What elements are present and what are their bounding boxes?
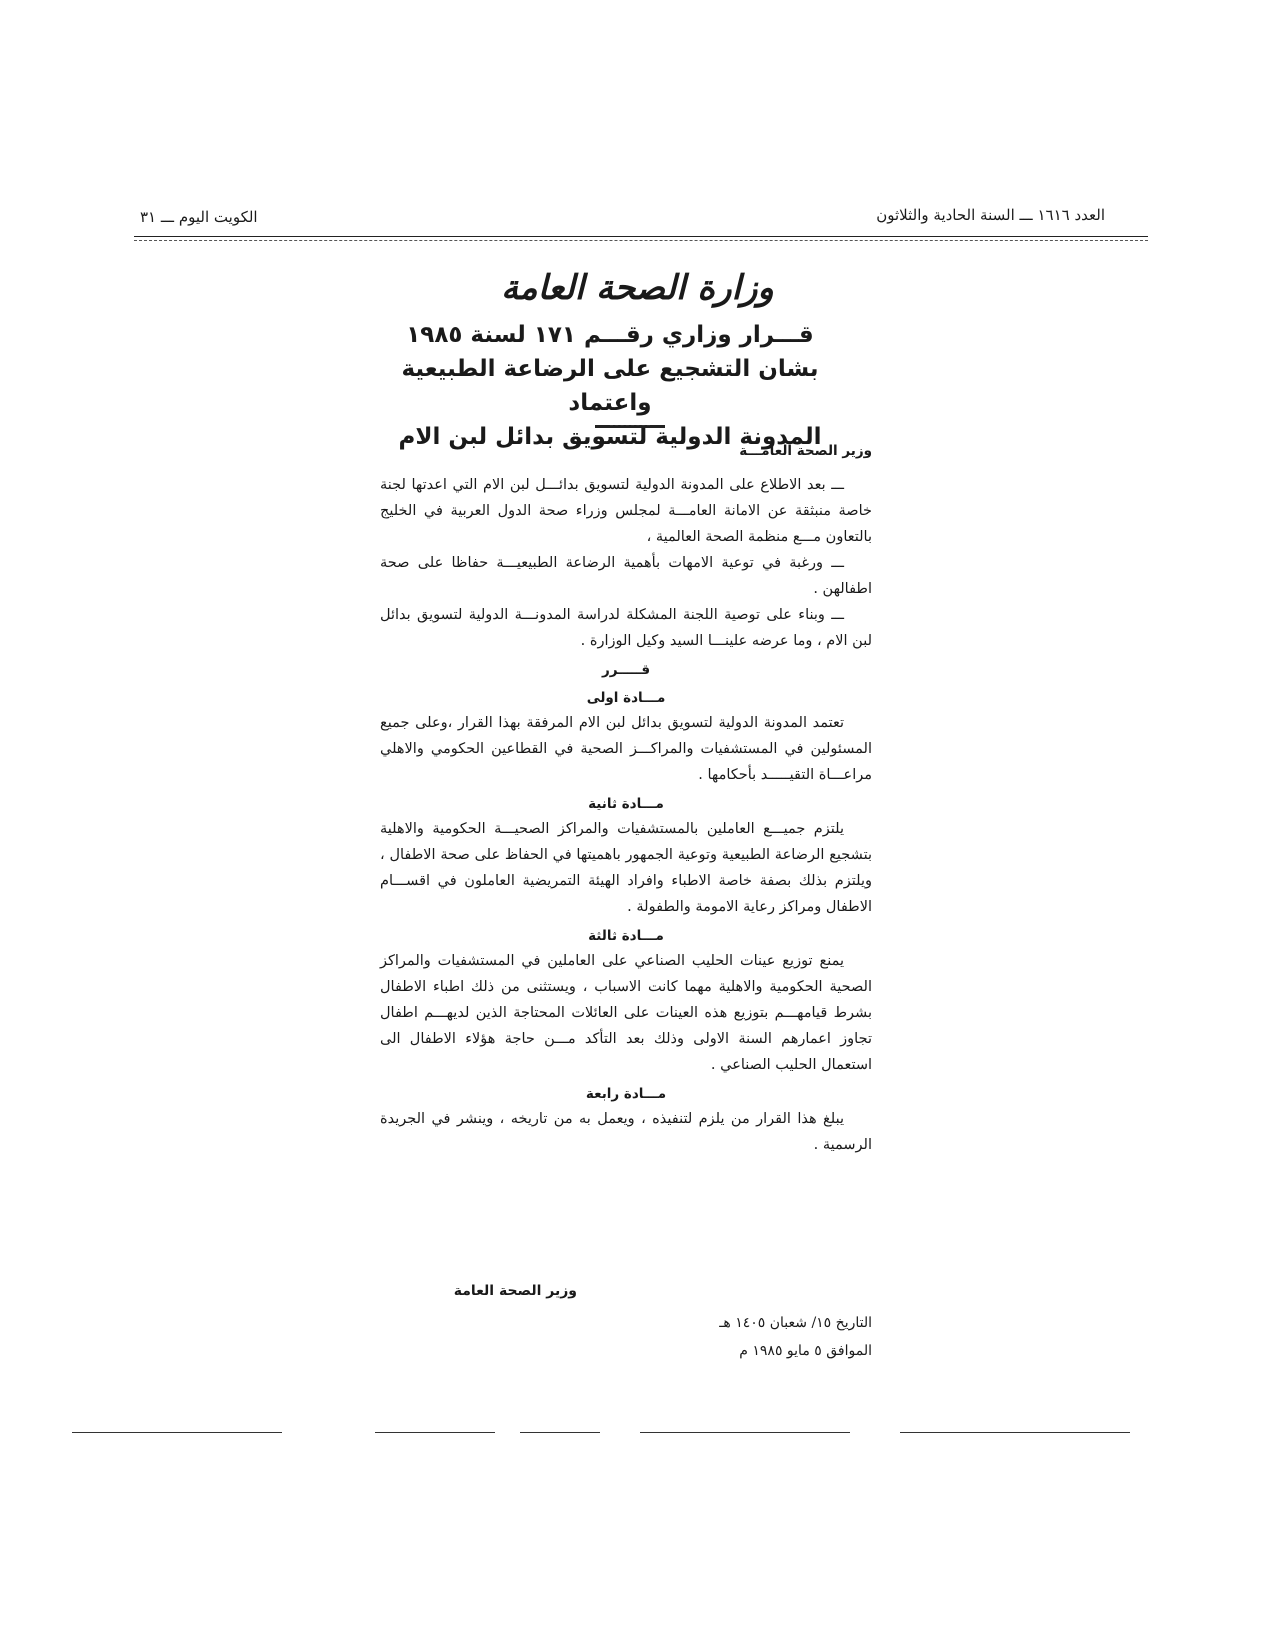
minister-heading: وزير الصحة العامـــة	[739, 443, 872, 459]
issue-info: العدد ١٦١٦ ـــ السنة الحادية والثلاثون	[876, 206, 1105, 224]
ministry-title: وزارة الصحة العامة	[501, 268, 774, 308]
decree-dates	[572, 1309, 872, 1365]
decree-title	[360, 318, 860, 454]
footer-rule	[520, 1432, 600, 1433]
publication-name: الكويت اليوم ـــ ٣١	[140, 208, 258, 226]
article-heading: مـــادة رابعة	[585, 1086, 667, 1102]
footer-rule	[640, 1432, 850, 1433]
footer-rule	[375, 1432, 495, 1433]
article-text: يبلغ هذا القرار من يلزم لتنفيذه ، ويعمل به من تاريخه ، وينشر في الجريدة الرسمية .	[380, 1111, 872, 1153]
preamble-clause: ـــ بعد الاطلاع على المدونة الدولية لتسويق بدائـــل لبن الام التي اعدتها لجنة خاصة منبثقة عن الامانة العامـــة لمجلس وزراء صحة الدول العربية في الخليج بالتعاون مـــع منظمة الصحة العالمية ،	[380, 477, 872, 545]
article-text: يلتزم جميـــع العاملين بالمستشفيات والمراكز الصحيـــة الحكومية والاهلية بتشجيع الرضاعة الطبيعية وتوعية الجمهور باهميتها في الحفاظ على صحة الاطفال ، ويلتزم بذلك بصفة خاصة الاطباء وافراد الهيئة التمريضية العاملون في اقســـام الاطفال ومراكز رعاية الامومة والطفولة .	[380, 821, 872, 915]
header-rule	[134, 236, 1148, 237]
date-hijri: التاريخ ١٥/ شعبان ١٤٠٥ هـ	[719, 1315, 872, 1331]
preamble-clause: ـــ ورغبة في توعية الامهات بأهمية الرضاعة الطبيعيـــة حفاظا على صحة اطفالهن .	[380, 555, 872, 597]
signature-title: وزير الصحة العامة	[453, 1283, 577, 1299]
article-heading: مـــادة ثالثة	[588, 928, 664, 944]
decree-body	[380, 438, 872, 1158]
decree-title-line-2: بشان التشجيع على الرضاعة الطبيعية واعتماد	[401, 356, 819, 416]
article-heading: مـــادة اولى	[586, 690, 666, 706]
header-rule-dashed	[134, 240, 1148, 241]
article-text: تعتمد المدونة الدولية لتسويق بدائل لبن الام المرفقة بهذا القرار ،وعلى جميع المسئولين في المستشفيات والمراكـــز الصحية في القطاعين الحكومي والاهلي مراعـــاة التقيـــــد بأحكامها .	[380, 715, 872, 783]
article-text: يمنع توزيع عينات الحليب الصناعي على العاملين في المستشفيات والمراكز الصحية الحكومية والاهلية مهما كانت الاسباب ، ويستثنى من ذلك اطباء الاطفال بشرط قيامهـــم بتوزيع هذه العينات على العائلات المحتاجة الذين لديهـــم اطفال تجاوز اعمارهم السنة الاولى وذلك بعد التأكد مـــن حاجة هؤلاء الاطفال الى استعمال الحليب الصناعي .	[380, 953, 872, 1073]
date-gregorian: الموافق ٥ مايو ١٩٨٥ م	[739, 1343, 872, 1359]
decree-title-line-3: المدونة الدولية لتسويق بدائل لبن الام	[398, 424, 822, 450]
article-heading: مـــادة ثانية	[588, 796, 664, 812]
footer-rule	[72, 1432, 282, 1433]
title-ornament	[595, 425, 665, 428]
footer-rule	[900, 1432, 1130, 1433]
preamble-clause: ـــ وبناء على توصية اللجنة المشكلة لدراسة المدونـــة الدولية لتسويق بدائل لبن الام ، وما عرضه علينـــا السيد وكيل الوزارة .	[380, 607, 872, 649]
decree-title-line-1: قـــرار وزاري رقـــم ١٧١ لسنة ١٩٨٥	[406, 322, 814, 348]
decided-heading: قـــــرر	[601, 662, 651, 678]
